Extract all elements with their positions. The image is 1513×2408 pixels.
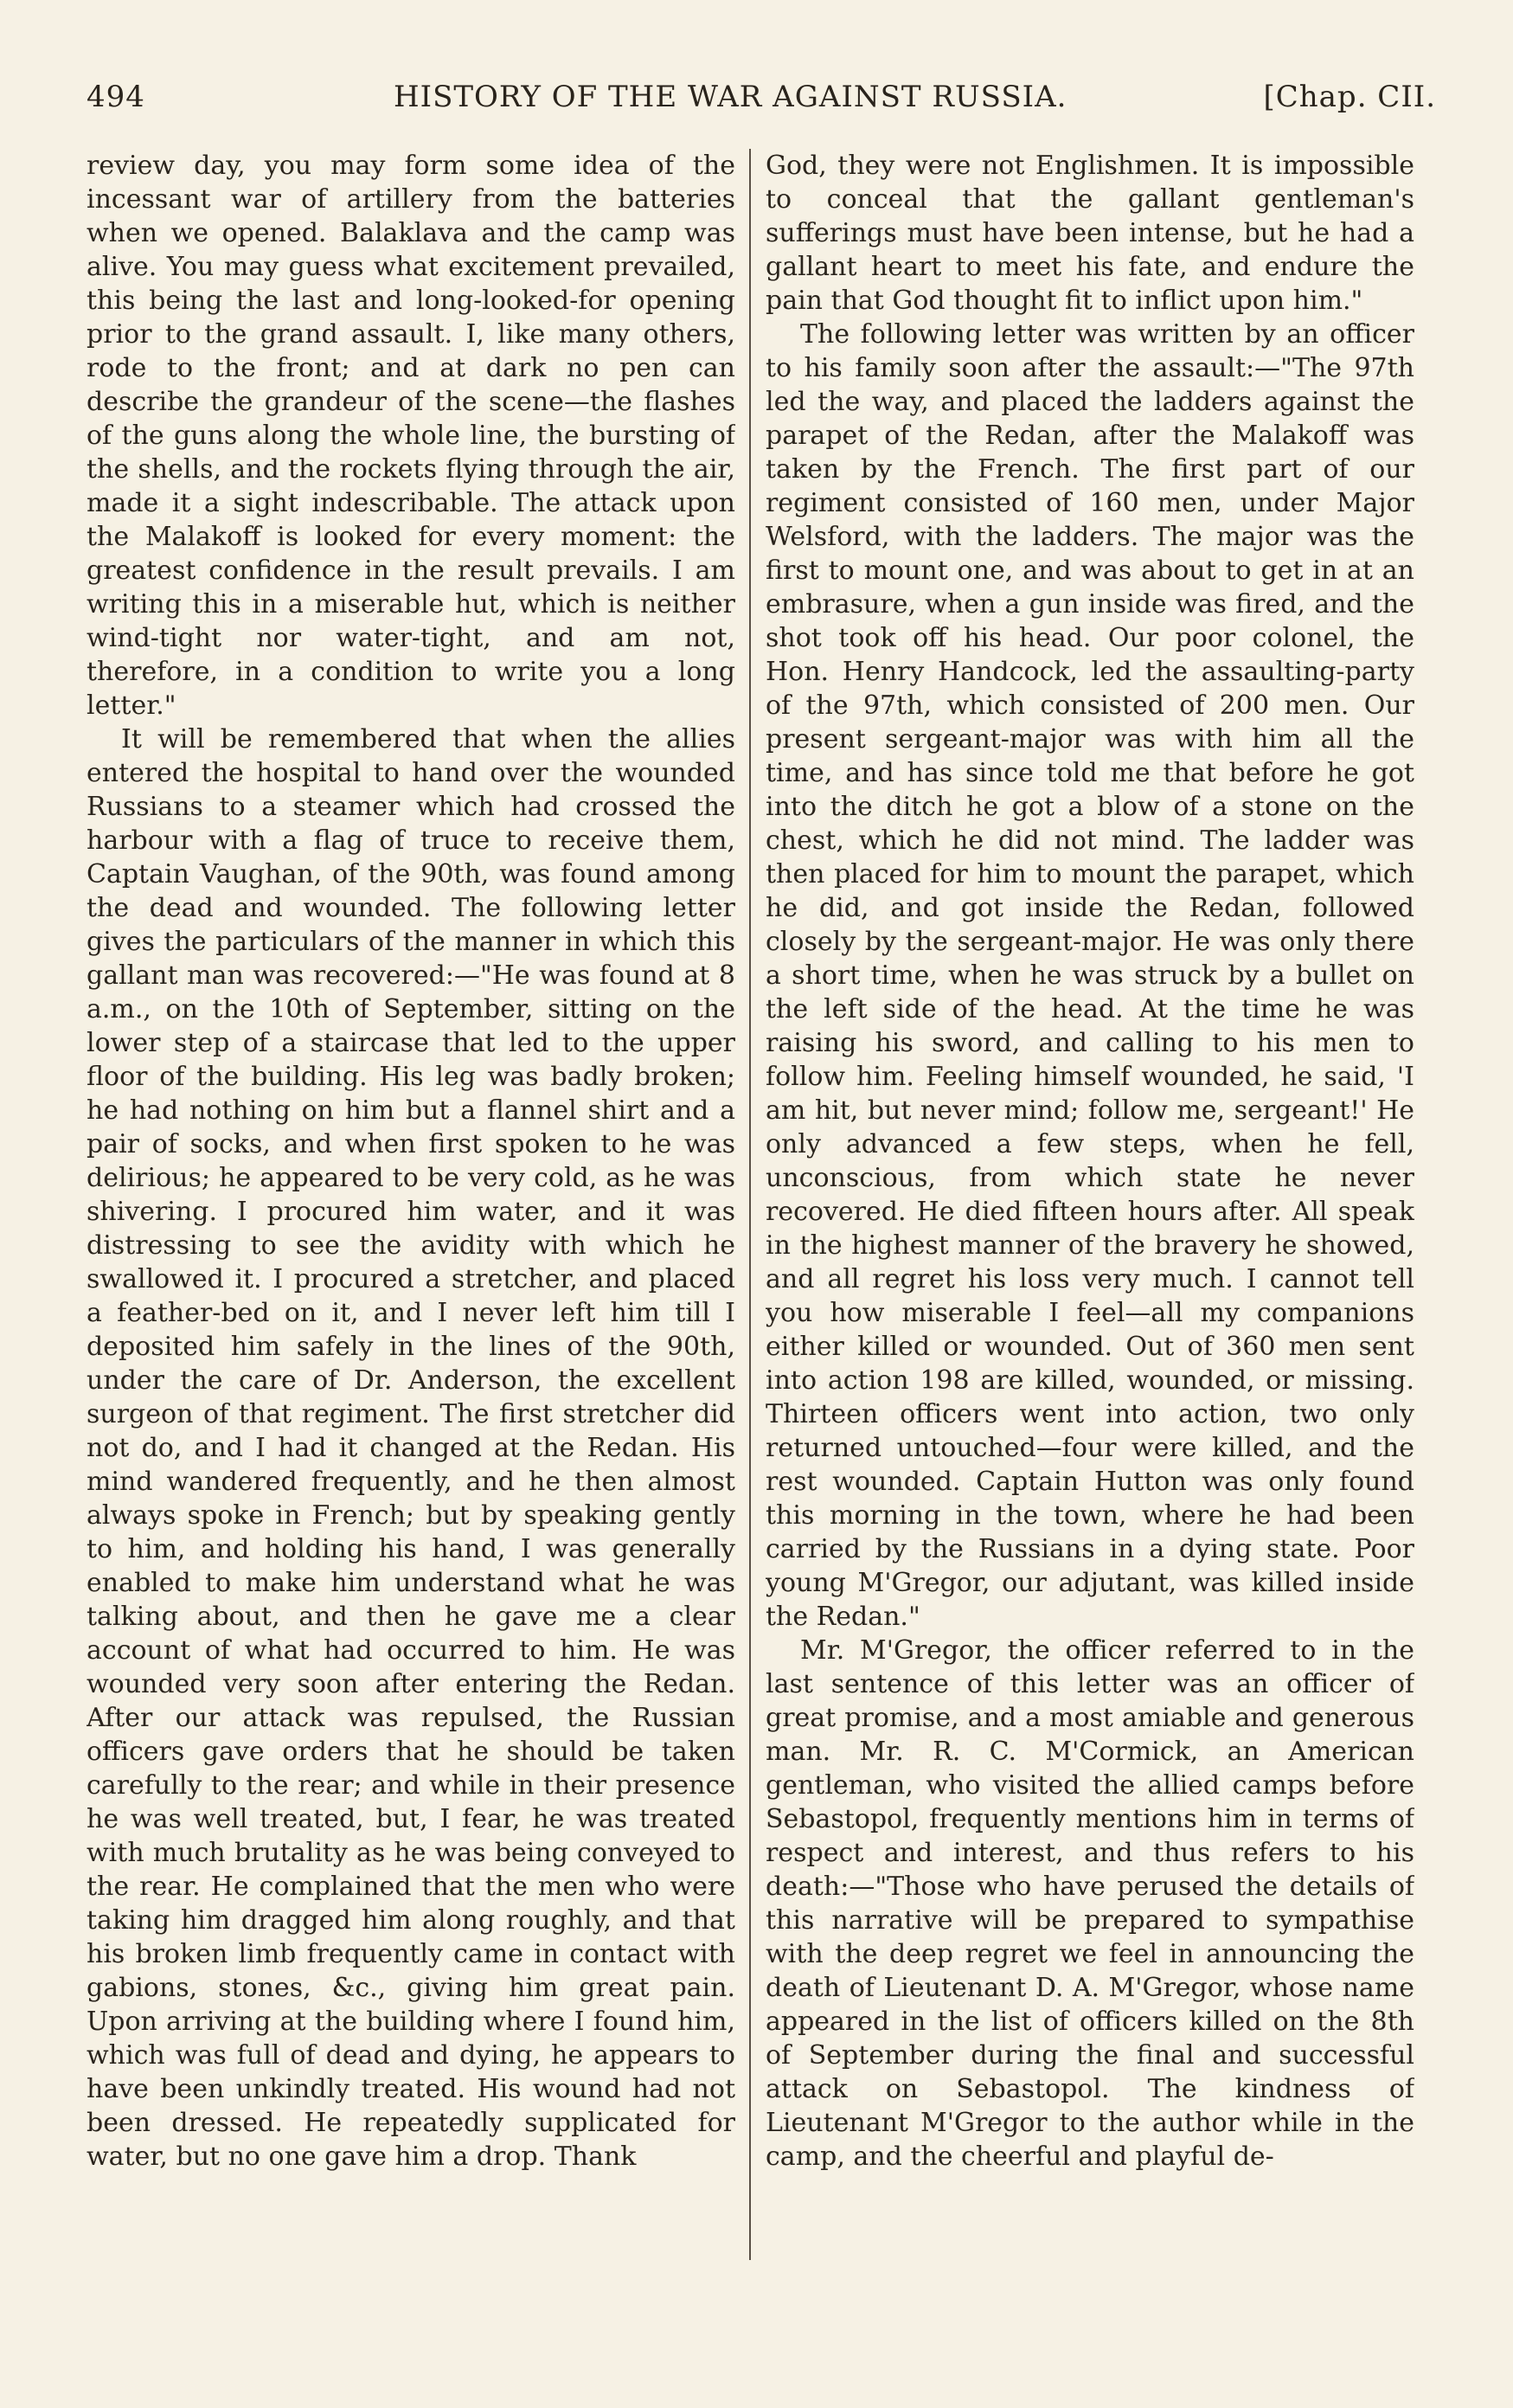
paragraph: The following letter was written by an officer to his family soon after the assault:—"The 97th led the way, and placed the ladders against the parapet of the Redan, after the Malakoff was taken by the French. The first part of our regiment consisted of 160 men, under Major Welsford, with the ladders. The major was the first to mount one, and was about to get in at an embrasure, when a gun inside was fired, and the shot took off his head. Our poor colonel, the Hon. Henry Handcock, led the assaulting-party of the 97th, which consisted of 200 men. Our present sergeant-major was with him all the time, and has since told me that before he got into the ditch he got a blow of a stone on the chest, which he did not mind. The ladder was then placed for him to mount the parapet, which he did, and got inside the Redan, followed closely by the sergeant-major. He was only there a short time, when he was struck by a bullet on the left side of the head. At the time he was raising his sword, and calling to his men to follow him. Feeling himself wounded, he said, 'I am hit, but never mind; follow me, sergeant!' He only advanced a few steps, when he fell, unconscious, from which state he never recovered. He died fifteen hours after. All speak in the highest manner of the bravery he showed, and all regret his loss very much. I cannot tell you how miserable I feel—all my companions either killed or wounded. Out of 360 men sent into action 198 are killed, wounded, or missing. Thirteen officers went into action, two only returned untouched—four were killed, and the rest wounded. Captain Hutton was only found this morning in the town, where he had been carried by the Russians in a dying state. Poor young M'Gregor, our adjutant, was killed inside the Redan." bbox=[766, 319, 1414, 1632]
page-header bbox=[87, 80, 1436, 132]
chapter-label: [Chap. CII. bbox=[1263, 80, 1436, 114]
paragraph: God, they were not Englishmen. It is impossible to conceal that the gallant gentleman's sufferings must have been intense, but he had a gallant heart to meet his fate, and endure the pain that God thought fit to inflict upon him." bbox=[766, 151, 1414, 316]
paragraph: It will be remembered that when the allies entered the hospital to hand over the wounded Russians to a steamer which had crossed the harbour with a flag of truce to receive them, Captain Vaughan, of the 90th, was found among the dead and wounded. The following letter gives the particulars of the manner in which this gallant man was recovered:—"He was found at 8 a.m., on the 10th of September, sitting on the lower step of a staircase that led to the upper floor of the building. His leg was badly broken; he had nothing on him but a flannel shirt and a pair of socks, and when first spoken to he was delirious; he appeared to be very cold, as he was shivering. I procured him water, and it was distressing to see the avidity with which he swallowed it. I procured a stretcher, and placed a feather-bed on it, and I never left him till I deposited him safely in the lines of the 90th, under the care of Dr. Anderson, the excellent surgeon of that regiment. The first stretcher did not do, and I had it changed at the Redan. His mind wandered frequently, and he then almost always spoke in French; but by speaking gently to him, and holding his hand, I was generally enabled to make him understand what he was talking about, and then he gave me a clear account of what had occurred to him. He was wounded very soon after entering the Redan. After our attack was repulsed, the Russian officers gave orders that he should be taken carefully to the rear; and while in their presence he was well treated, but, I fear, he was treated with much brutality as he was being conveyed to the rear. He complained that the men who were taking him dragged him along roughly, and that his broken limb frequently came in contact with gabions, stones, &c., giving him great pain. Upon arriving at the building where I found him, which was full of dead and dying, he appears to have been unkindly treated. His wound had not been dressed. He repeatedly supplicated for water, but no one gave him a drop. Thank bbox=[87, 724, 735, 2172]
right-column bbox=[766, 149, 1414, 2277]
paragraph: review day, you may form some idea of the incessant war of artillery from the batteries when we opened. Balaklava and the camp was alive. You may guess what excitement prevailed, this being the last and long-looked-for opening prior to the grand assault. I, like many others, rode to the front; and at dark no pen can describe the grandeur of the scene—the flashes of the guns along the whole line, the bursting of the shells, and the rockets flying through the air, made it a sight indescribable. The attack upon the Malakoff is looked for every moment: the greatest confidence in the result prevails. I am writing this in a miserable hut, which is neither wind-tight nor water-tight, and am not, therefore, in a condition to write you a long letter." bbox=[87, 151, 735, 721]
running-title: HISTORY OF THE WAR AGAINST RUSSIA. bbox=[394, 80, 1067, 114]
column-divider bbox=[749, 149, 751, 2260]
page-number: 494 bbox=[87, 80, 145, 114]
left-column bbox=[87, 149, 735, 2277]
paragraph: Mr. M'Gregor, the officer referred to in the last sentence of this letter was an officer of great promise, and a most amiable and generous man. Mr. R. C. M'Cormick, an American gentleman, who visited the allied camps before Sebastopol, frequently mentions him in terms of respect and interest, and thus refers to his death:—"Those who have perused the details of this narrative will be prepared to sympathise with the deep regret we feel in announcing the death of Lieutenant D. A. M'Gregor, whose name appeared in the list of officers killed on the 8th of September during the final and successful attack on Sebastopol. The kindness of Lieutenant M'Gregor to the author while in the camp, and the cheerful and playful de- bbox=[766, 1635, 1414, 2172]
